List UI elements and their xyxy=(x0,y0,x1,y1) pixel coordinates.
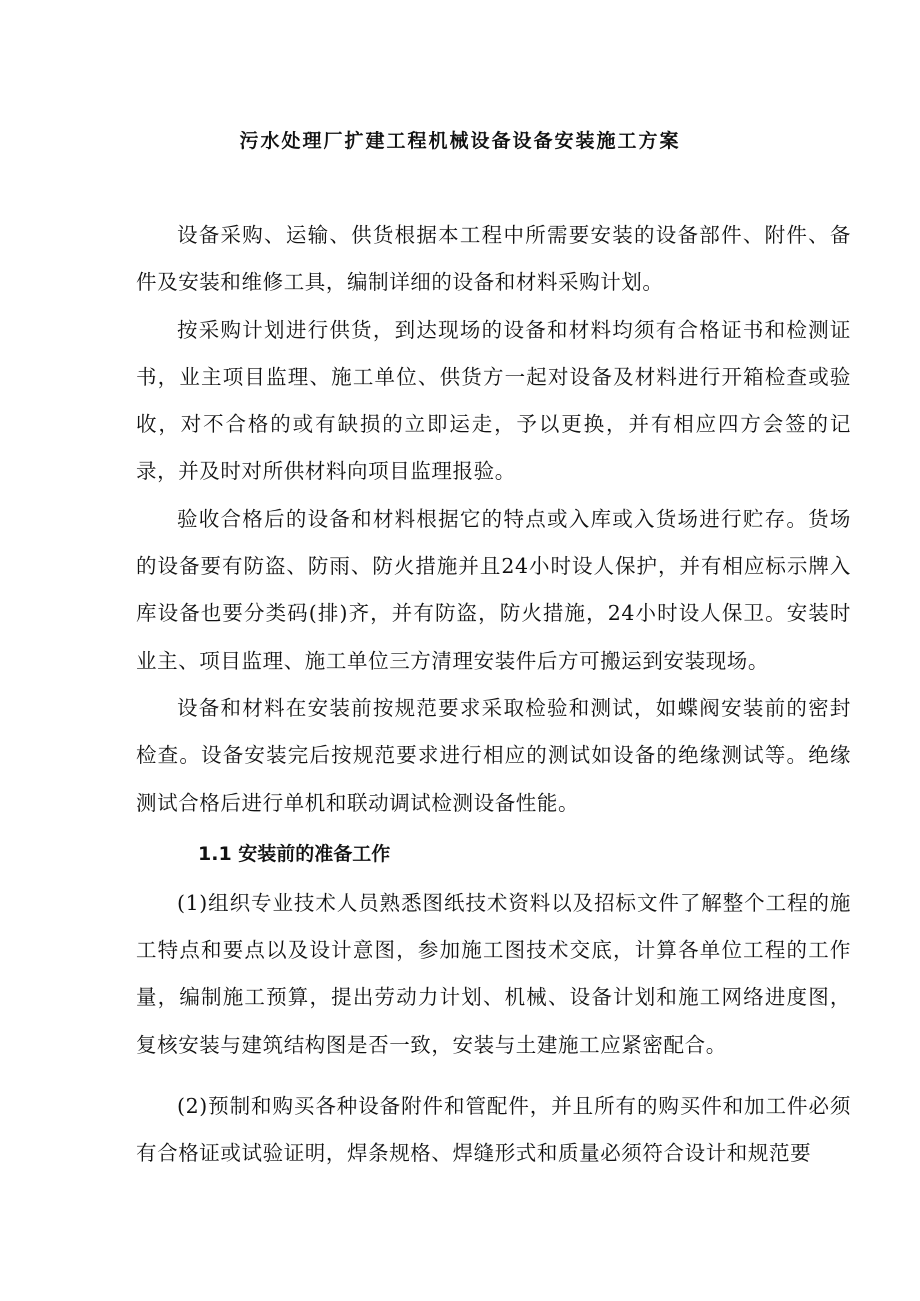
document-body xyxy=(136,212,851,1178)
document-title: 污水处理厂扩建工程机械设备设备安装施工方案 xyxy=(239,130,681,152)
section-heading: 1.1 安装前的准备工作 xyxy=(198,842,391,865)
paragraph-testing: 设备和材料在安装前按规范要求采取检验和测试，如蝶阀安装前的密封检查。设备安装完后按规范要求进行相应的测试如设备的绝缘测试等。绝缘测试合格后进行单机和联动调试检测设备性能。 xyxy=(136,695,851,815)
section-item-2: (2)预制和购买各种设备附件和管配件，并且所有的购买件和加工件必须有合格证或试验证明，焊条规格、焊缝形式和质量必须符合设计和规范要 xyxy=(136,1094,851,1166)
paragraph-procurement: 设备采购、运输、供货根据本工程中所需要安装的设备部件、附件、备件及安装和维修工具，编制详细的设备和材料采购计划。 xyxy=(136,223,851,295)
paragraph-storage: 验收合格后的设备和材料根据它的特点或入库或入货场进行贮存。货场的设备要有防盗、防雨、防火措施并且24小时设人保护，并有相应标示牌入库设备也要分类码(排)齐，并有防盗，防火措施，24小时设人保卫。安装时业主、项目监理、施工单位三方清理安装件后方可搬运到安装现场。 xyxy=(136,506,851,673)
paragraph-delivery-inspection: 按采购计划进行供货，到达现场的设备和材料均须有合格证书和检测证书，业主项目监理、施工单位、供货方一起对设备及材料进行开箱检查或验收，对不合格的或有缺损的立即运走，予以更换，并有相应四方会签的记录，并及时对所供材料向项目监理报验。 xyxy=(136,317,851,484)
section-item-1: (1)组织专业技术人员熟悉图纸技术资料以及招标文件了解整个工程的施工特点和要点以及设计意图，参加施工图技术交底，计算各单位工程的工作量，编制施工预算，提出劳动力计划、机械、设备计划和施工网络进度图，复核安装与建筑结构图是否一致，安装与土建施工应紧密配合。 xyxy=(136,890,851,1057)
